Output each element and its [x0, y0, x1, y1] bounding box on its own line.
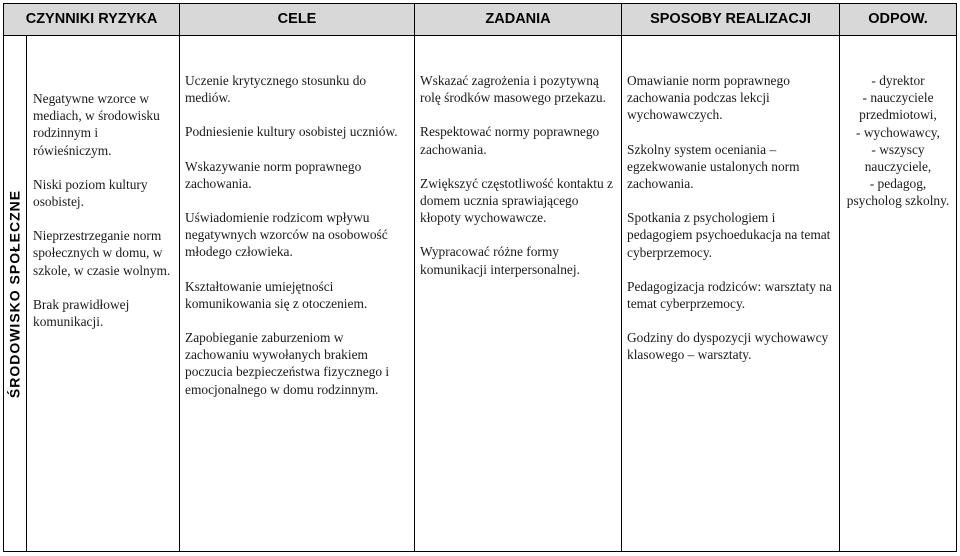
- method-item: Pedagogizacja rodziców: warsztaty na temat cyberprzemocy.: [627, 278, 832, 312]
- side-label: ŚRODOWISKO SPOŁECZNE: [6, 189, 23, 398]
- risk-factor: Brak prawidłowej komunikacji.: [33, 296, 130, 330]
- goal-item: Uświadomienie rodzicom wpływu negatywnych wzorców na osobowość młodego człowieka.: [185, 210, 388, 260]
- side-cell: [4, 36, 27, 552]
- responsible-item: psycholog szkolny.: [846, 193, 950, 209]
- method-item: Godziny do dyspozycji wychowawcy klasowego – warsztaty.: [627, 330, 829, 363]
- responsible-cell: [840, 36, 957, 552]
- goal-item: Uczenie krytycznego stosunku do mediów.: [185, 73, 367, 106]
- task-item: Zwiększyć częstotliwość kontaktu z domem ucznia sprawiającego kłopoty wychowawcze.: [420, 175, 614, 226]
- responsible-item: - nauczyciele przedmiotowi,: [859, 90, 937, 123]
- header-methods: SPOSOBY REALIZACJI: [622, 4, 840, 36]
- header-risk-factors: CZYNNIKI RYZYKA: [4, 4, 180, 36]
- risk-factors-cell: [27, 36, 180, 552]
- task-item: Wypracować różne formy komunikacji interpersonalnej.: [420, 244, 580, 277]
- responsible-item: - dyrektor: [871, 73, 925, 88]
- methods-cell: [622, 36, 840, 552]
- responsible-item: - wszyscy nauczyciele,: [864, 141, 932, 175]
- header-responsible: ODPOW.: [840, 4, 957, 36]
- task-item: Wskazać zagrożenia i pozytywną rolę środków masowego przekazu.: [420, 73, 606, 106]
- risk-factor: Niski poziom kultury osobistej.: [33, 176, 148, 210]
- responsible-item: - wychowawcy,: [856, 124, 940, 140]
- tasks-cell: [415, 36, 622, 552]
- header-tasks: ZADANIA: [415, 4, 622, 36]
- body-row: [4, 36, 957, 552]
- method-item: Szkolny system oceniania – egzekwowanie ustalonych norm zachowania.: [627, 141, 800, 192]
- risk-factor: Nieprzestrzeganie norm społecznych w domu, w szkole, w czasie wolnym.: [33, 228, 171, 278]
- risk-factor: Negatywne wzorce w mediach, w środowisku rodzinnym i rówieśniczym.: [33, 91, 160, 158]
- goal-item: Podniesienie kultury osobistej uczniów.: [185, 124, 398, 140]
- header-goals: CELE: [180, 4, 415, 36]
- header-row: [4, 4, 957, 36]
- goal-item: Kształtowanie umiejętności komunikowania się z otoczeniem.: [185, 278, 368, 311]
- goal-item: Wskazywanie norm poprawnego zachowania.: [185, 158, 362, 191]
- task-item: Respektować normy poprawnego zachowania.: [420, 124, 600, 157]
- method-item: Omawianie norm poprawnego zachowania podczas lekcji wychowawczych.: [627, 73, 790, 123]
- method-item: Spotkania z psychologiem i pedagogiem psychoedukacja na temat cyberprzemocy.: [627, 210, 831, 260]
- goals-cell: [180, 36, 415, 552]
- responsible-item: - pedagog,: [869, 176, 927, 192]
- program-table: [3, 3, 957, 552]
- goal-item: Zapobieganie zaburzeniom w zachowaniu wywołanych brakiem poczucia bezpieczeństwa fizycznego i emocjonalnego w domu rodzinnym.: [185, 330, 390, 397]
